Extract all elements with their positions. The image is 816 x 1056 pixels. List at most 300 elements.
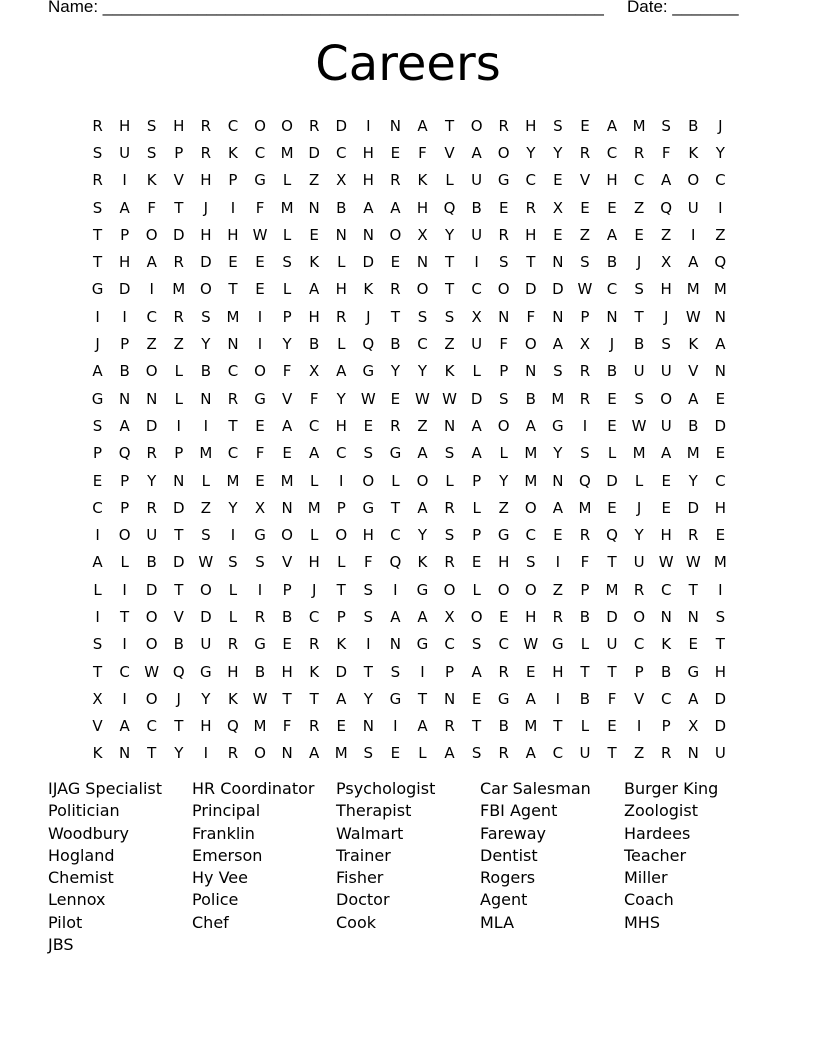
grid-letter: S	[580, 444, 590, 463]
grid-letter: W	[685, 307, 701, 326]
grid-letter: L	[174, 389, 183, 408]
grid-letter: K	[688, 335, 699, 354]
grid-letter: O	[524, 580, 537, 599]
word-list-item: Hogland	[48, 845, 115, 865]
grid-letter: I	[257, 580, 263, 599]
grid-letter: L	[634, 471, 644, 490]
grid-letter: H	[200, 225, 212, 244]
grid-letter: B	[525, 389, 536, 408]
grid-letter: J	[663, 307, 669, 326]
grid-letter: V	[579, 171, 591, 190]
grid-letter: D	[308, 143, 320, 162]
grid-letter: R	[308, 635, 320, 654]
grid-letter: T	[417, 689, 428, 708]
grid-letter: D	[606, 607, 618, 626]
grid-letter: W	[685, 553, 701, 572]
grid-letter: I	[122, 307, 127, 326]
grid-letter: S	[363, 607, 374, 626]
grid-letter: Z	[417, 416, 428, 435]
grid-row	[84, 494, 734, 521]
grid-letter: Y	[553, 444, 563, 463]
grid-letter: Z	[173, 335, 184, 354]
grid-letter: L	[580, 717, 590, 736]
grid-letter: O	[470, 607, 483, 626]
grid-letter: J	[718, 116, 723, 135]
grid-letter: L	[174, 362, 183, 381]
grid-letter: M	[686, 444, 700, 463]
grid-letter: G	[552, 416, 564, 435]
grid-letter: R	[390, 171, 401, 190]
grid-letter: Y	[282, 335, 292, 354]
grid-letter: W	[360, 389, 376, 408]
grid-letter: C	[606, 143, 618, 162]
grid-letter: K	[417, 553, 428, 572]
grid-letter: C	[715, 471, 726, 490]
grid-letter: J	[366, 307, 371, 326]
grid-letter: B	[688, 416, 699, 435]
grid-letter: Q	[227, 717, 239, 736]
grid-letter: Y	[688, 471, 698, 490]
grid-letter: I	[582, 416, 588, 435]
grid-letter: U	[146, 526, 158, 545]
grid-letter: Y	[444, 225, 455, 244]
grid-letter: C	[254, 143, 266, 162]
grid-letter: J	[95, 335, 100, 354]
grid-row	[84, 248, 734, 275]
grid-letter: M	[334, 744, 348, 763]
grid-letter: I	[636, 717, 642, 736]
grid-letter: T	[607, 662, 617, 681]
grid-letter: P	[661, 717, 671, 736]
grid-letter: T	[607, 744, 617, 763]
letter-grid	[84, 112, 734, 767]
grid-letter: R	[498, 662, 509, 681]
grid-letter: Q	[660, 198, 673, 217]
grid-letter: N	[498, 307, 510, 326]
grid-letter: L	[337, 335, 346, 354]
grid-letter: X	[417, 225, 428, 244]
grid-letter: F	[364, 553, 373, 572]
grid-letter: O	[145, 362, 158, 381]
grid-letter: A	[417, 498, 428, 517]
grid-letter: K	[444, 362, 455, 381]
grid-letter: H	[335, 416, 347, 435]
grid-letter: C	[552, 744, 564, 763]
word-list-item: MHS	[624, 912, 660, 932]
grid-row	[84, 549, 734, 576]
grid-letter: A	[309, 444, 320, 463]
grid-letter: E	[336, 717, 346, 736]
grid-letter: Q	[606, 526, 618, 545]
grid-row	[84, 385, 734, 412]
grid-letter: G	[416, 635, 429, 654]
grid-letter: U	[579, 744, 591, 763]
grid-letter: R	[498, 116, 509, 135]
grid-letter: W	[252, 225, 268, 244]
grid-letter: E	[255, 253, 265, 272]
grid-letter: E	[255, 471, 265, 490]
grid-letter: E	[255, 280, 265, 299]
grid-row	[84, 221, 734, 248]
grid-letter: P	[472, 526, 482, 545]
grid-letter: S	[92, 143, 103, 162]
grid-letter: S	[444, 526, 455, 545]
grid-letter: O	[254, 362, 266, 381]
grid-letter: S	[526, 553, 536, 572]
grid-letter: M	[524, 444, 538, 463]
grid-letter: E	[553, 526, 563, 545]
grid-letter: Y	[174, 744, 184, 763]
grid-letter: A	[525, 744, 536, 763]
grid-letter: L	[120, 553, 129, 572]
grid-letter: Z	[633, 198, 645, 217]
grid-letter: Z	[146, 335, 157, 354]
grid-letter: B	[606, 362, 618, 381]
grid-letter: M	[524, 471, 538, 490]
grid-letter: E	[255, 416, 265, 435]
grid-letter: A	[363, 198, 374, 217]
grid-letter: V	[444, 143, 455, 162]
word-list-item: Lennox	[48, 890, 106, 910]
grid-letter: Z	[633, 744, 645, 763]
grid-letter: L	[337, 253, 346, 272]
grid-letter: A	[336, 362, 347, 381]
grid-letter: A	[661, 171, 672, 190]
grid-letter: O	[362, 471, 375, 490]
grid-letter: R	[146, 444, 157, 463]
grid-letter: Y	[390, 362, 400, 381]
grid-letter: D	[200, 607, 212, 626]
grid-letter: S	[390, 662, 401, 681]
grid-letter: P	[634, 662, 644, 681]
grid-row	[84, 467, 734, 494]
grid-letter: G	[552, 635, 564, 654]
grid-letter: O	[281, 526, 293, 545]
grid-letter: F	[418, 143, 427, 162]
grid-letter: X	[552, 198, 563, 217]
grid-letter: R	[227, 389, 239, 408]
grid-letter: M	[307, 498, 321, 517]
grid-row	[84, 603, 734, 630]
grid-letter: S	[553, 362, 563, 381]
grid-letter: X	[336, 171, 347, 190]
grid-letter: N	[552, 307, 564, 326]
grid-letter: M	[280, 471, 294, 490]
grid-letter: B	[309, 335, 320, 354]
grid-letter: O	[389, 225, 402, 244]
grid-letter: S	[634, 280, 644, 299]
grid-letter: P	[174, 444, 184, 463]
grid-letter: C	[336, 143, 347, 162]
grid-letter: I	[203, 416, 209, 435]
grid-letter: L	[228, 580, 238, 599]
grid-letter: S	[228, 553, 238, 572]
word-list-item: Fisher	[336, 868, 384, 888]
grid-letter: H	[200, 171, 212, 190]
grid-letter: L	[445, 171, 454, 190]
grid-letter: R	[173, 253, 184, 272]
grid-letter: B	[173, 635, 184, 654]
grid-letter: R	[308, 717, 320, 736]
grid-letter: E	[607, 717, 617, 736]
grid-letter: K	[309, 253, 320, 272]
grid-letter: A	[471, 416, 482, 435]
grid-letter: E	[390, 389, 401, 408]
grid-letter: U	[660, 416, 672, 435]
grid-letter: H	[362, 171, 374, 190]
grid-letter: F	[499, 335, 509, 354]
grid-letter: E	[661, 498, 671, 517]
grid-letter: I	[257, 307, 263, 326]
grid-letter: G	[497, 171, 510, 190]
word-list-item: Chef	[192, 912, 229, 932]
grid-letter: Z	[661, 225, 672, 244]
grid-letter: R	[525, 198, 536, 217]
grid-letter: E	[228, 253, 238, 272]
grid-letter: Y	[336, 389, 346, 408]
grid-letter: P	[120, 225, 130, 244]
grid-letter: E	[553, 171, 563, 190]
grid-letter: P	[336, 498, 346, 517]
grid-letter: T	[147, 744, 157, 763]
grid-letter: R	[390, 416, 401, 435]
grid-letter: E	[498, 198, 509, 217]
grid-letter: U	[119, 143, 131, 162]
grid-letter: F	[282, 362, 292, 381]
grid-letter: Y	[147, 471, 157, 490]
grid-letter: W	[415, 389, 430, 408]
grid-letter: N	[606, 307, 618, 326]
grid-letter: E	[607, 389, 617, 408]
grid-letter: P	[120, 471, 130, 490]
grid-letter: X	[92, 689, 103, 708]
grid-letter: L	[201, 471, 211, 490]
grid-row	[84, 112, 734, 139]
grid-letter: D	[525, 280, 537, 299]
grid-letter: O	[145, 689, 158, 708]
grid-letter: F	[282, 717, 292, 736]
grid-letter: N	[552, 253, 564, 272]
grid-letter: O	[199, 580, 212, 599]
grid-letter: B	[390, 335, 401, 354]
grid-letter: H	[362, 526, 374, 545]
grid-letter: E	[390, 143, 401, 162]
grid-letter: N	[281, 744, 293, 763]
grid-letter: A	[525, 689, 536, 708]
grid-letter: Z	[552, 580, 563, 599]
grid-letter: H	[118, 253, 131, 272]
grid-letter: A	[92, 362, 103, 381]
grid-row	[84, 276, 734, 303]
word-list-item: Walmart	[336, 823, 404, 843]
grid-letter: A	[552, 498, 563, 517]
grid-letter: S	[444, 307, 455, 326]
grid-letter: O	[524, 335, 537, 354]
word-list-item: Psychologist	[336, 779, 436, 798]
word-list-item: Car Salesman	[480, 779, 591, 798]
grid-letter: H	[173, 116, 185, 135]
grid-letter: F	[607, 689, 617, 708]
grid-letter: H	[227, 225, 239, 244]
word-list-item: Principal	[192, 801, 261, 821]
grid-letter: C	[606, 280, 618, 299]
grid-letter: I	[339, 471, 344, 490]
grid-letter: N	[714, 307, 726, 326]
grid-letter: T	[634, 307, 644, 326]
grid-letter: N	[146, 389, 158, 408]
grid-letter: O	[145, 635, 158, 654]
grid-letter: N	[119, 744, 131, 763]
grid-row	[84, 631, 734, 658]
grid-letter: E	[607, 198, 617, 217]
grid-letter: S	[146, 143, 157, 162]
grid-letter: L	[282, 280, 292, 299]
grid-letter: E	[607, 498, 617, 517]
grid-letter: K	[688, 143, 699, 162]
grid-letter: A	[688, 253, 699, 272]
grid-letter: P	[472, 471, 482, 490]
grid-letter: E	[92, 471, 103, 490]
grid-letter: R	[254, 607, 266, 626]
grid-letter: V	[688, 362, 699, 381]
name-field-line: Name: _____________________________________________________	[48, 0, 604, 16]
grid-letter: X	[471, 307, 482, 326]
grid-letter: U	[714, 744, 726, 763]
grid-letter: M	[632, 116, 646, 135]
grid-letter: G	[687, 662, 700, 681]
grid-letter: A	[119, 416, 130, 435]
word-list-item: HR Coordinator	[192, 779, 315, 798]
grid-letter: E	[390, 744, 401, 763]
grid-letter: P	[282, 580, 292, 599]
grid-row	[84, 440, 734, 467]
grid-letter: D	[362, 253, 375, 272]
grid-letter: N	[281, 498, 293, 517]
grid-letter: U	[200, 635, 212, 654]
grid-letter: U	[606, 635, 618, 654]
grid-letter: T	[174, 717, 184, 736]
grid-letter: D	[606, 471, 618, 490]
word-list-item: Miller	[624, 868, 668, 888]
grid-letter: E	[498, 607, 509, 626]
grid-letter: N	[173, 471, 185, 490]
grid-letter: A	[444, 744, 455, 763]
grid-letter: H	[714, 662, 726, 681]
grid-letter: L	[309, 471, 319, 490]
grid-letter: M	[551, 389, 565, 408]
grid-letter: X	[254, 498, 266, 517]
word-list-item: Doctor	[336, 890, 390, 910]
grid-letter: C	[660, 689, 672, 708]
grid-letter: C	[660, 580, 672, 599]
grid-letter: J	[636, 253, 642, 272]
grid-letter: P	[174, 143, 184, 162]
grid-letter: I	[122, 635, 127, 654]
grid-letter: T	[92, 662, 103, 681]
grid-letter: H	[281, 662, 293, 681]
grid-row	[84, 521, 734, 548]
grid-letter: O	[118, 526, 131, 545]
grid-letter: K	[309, 662, 320, 681]
grid-letter: Y	[363, 689, 373, 708]
grid-letter: A	[606, 116, 618, 135]
grid-letter: T	[390, 498, 400, 517]
grid-letter: M	[632, 444, 646, 463]
grid-letter: I	[203, 744, 209, 763]
grid-letter: C	[227, 362, 239, 381]
grid-letter: C	[92, 498, 103, 517]
grid-letter: E	[634, 225, 644, 244]
grid-letter: C	[633, 635, 645, 654]
grid-letter: F	[255, 444, 265, 463]
grid-letter: N	[362, 225, 374, 244]
grid-letter: R	[498, 744, 509, 763]
grid-letter: I	[474, 253, 479, 272]
word-list-item: Chemist	[48, 868, 114, 888]
grid-letter: C	[417, 335, 428, 354]
grid-letter: S	[715, 607, 726, 626]
grid-letter: P	[282, 307, 292, 326]
grid-letter: N	[119, 389, 131, 408]
grid-letter: K	[146, 171, 157, 190]
grid-letter: H	[416, 198, 429, 217]
grid-letter: Z	[579, 225, 591, 244]
grid-letter: Q	[443, 198, 456, 217]
grid-letter: Y	[201, 335, 211, 354]
grid-letter: B	[119, 362, 130, 381]
grid-letter: R	[579, 389, 591, 408]
grid-letter: S	[92, 198, 103, 217]
word-list-item: Politician	[48, 801, 120, 821]
grid-letter: G	[254, 635, 266, 654]
grid-letter: V	[633, 689, 645, 708]
grid-letter: R	[579, 143, 591, 162]
grid-letter: R	[200, 116, 212, 135]
grid-row	[84, 576, 734, 603]
grid-letter: H	[525, 116, 537, 135]
grid-letter: B	[471, 198, 482, 217]
grid-letter: G	[362, 362, 375, 381]
grid-letter: A	[688, 689, 699, 708]
grid-letter: F	[580, 553, 590, 572]
grid-letter: R	[92, 171, 103, 190]
grid-letter: Y	[499, 471, 509, 490]
word-list-item: Hardees	[624, 823, 691, 843]
grid-letter: K	[228, 689, 238, 708]
grid-letter: L	[418, 744, 427, 763]
grid-letter: B	[688, 116, 699, 135]
grid-letter: B	[281, 607, 293, 626]
grid-letter: M	[226, 471, 240, 490]
grid-letter: A	[119, 198, 130, 217]
word-list-item: Coach	[624, 890, 674, 910]
grid-letter: L	[282, 225, 292, 244]
word-list-item: Hy Vee	[192, 868, 248, 888]
grid-letter: H	[606, 171, 618, 190]
grid-letter: D	[172, 225, 185, 244]
grid-letter: N	[687, 607, 699, 626]
grid-letter: I	[555, 553, 561, 572]
grid-letter: S	[201, 526, 211, 545]
grid-letter: G	[254, 171, 266, 190]
grid-letter: D	[714, 416, 727, 435]
grid-letter: L	[309, 526, 319, 545]
grid-letter: S	[92, 635, 103, 654]
grid-letter: C	[471, 280, 482, 299]
grid-letter: S	[634, 389, 644, 408]
grid-letter: F	[309, 389, 319, 408]
grid-letter: G	[497, 689, 510, 708]
